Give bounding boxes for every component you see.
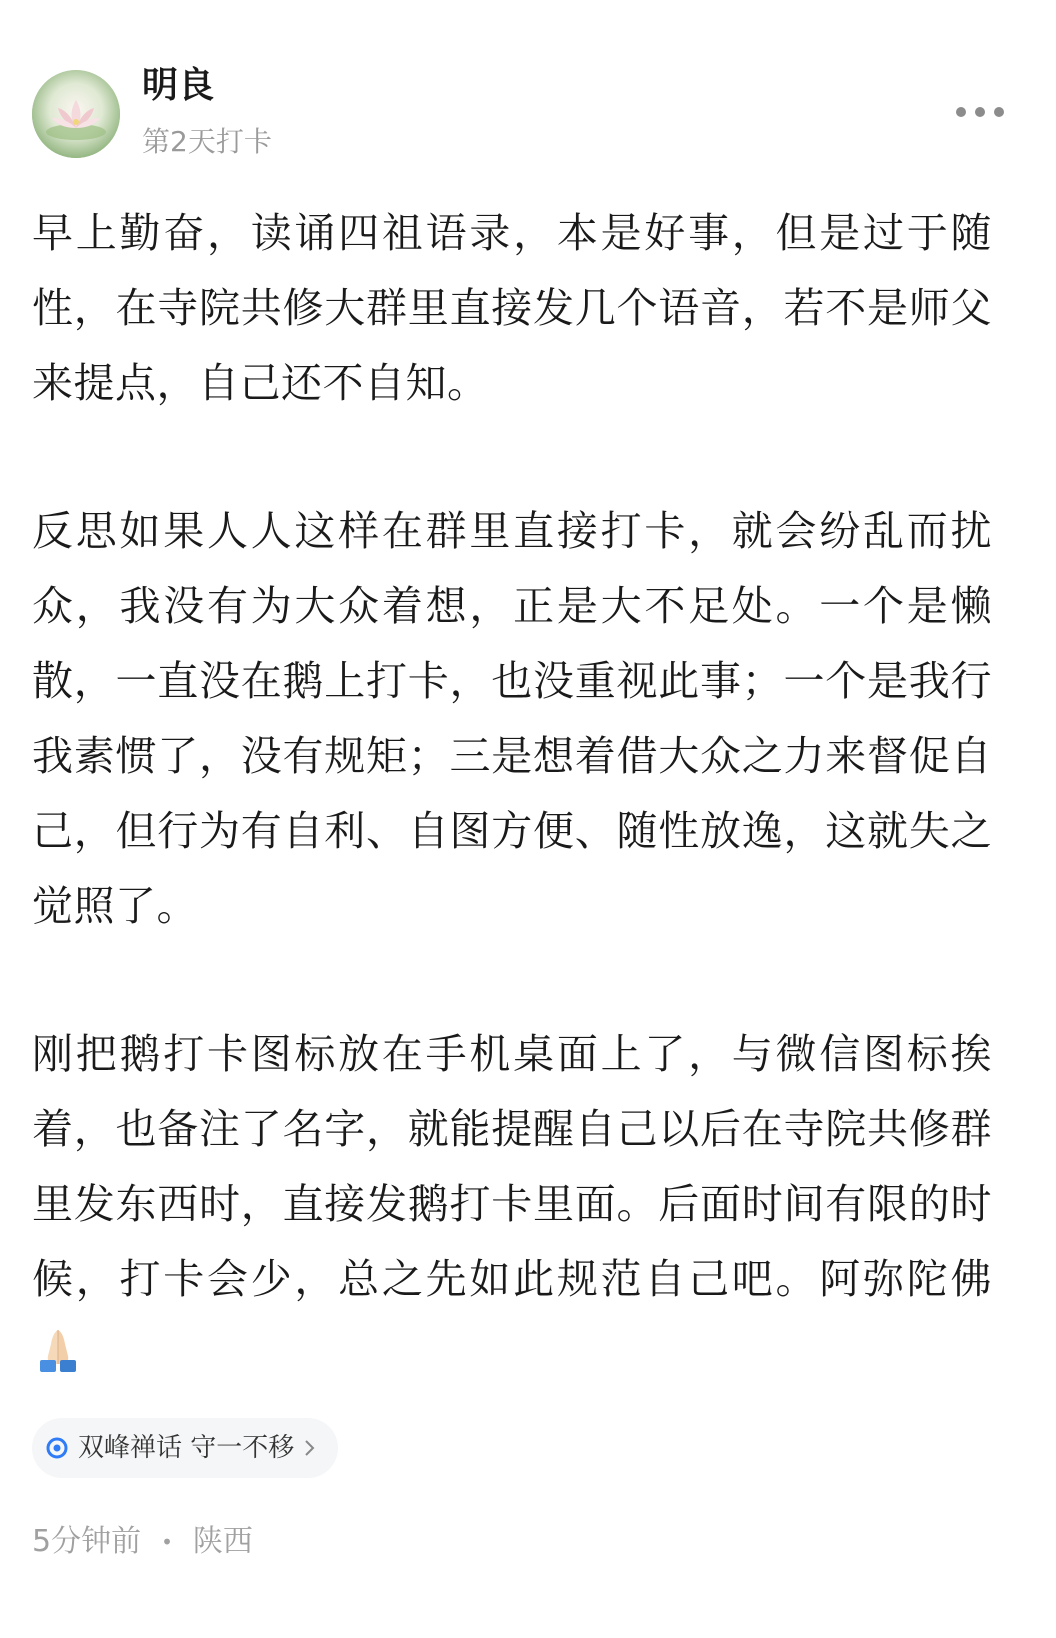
post-time: 5分钟前 — [32, 1524, 142, 1559]
topic-label: 双峰禅话 守一不移 — [78, 1433, 295, 1463]
post-paragraph: 反思如果人人这样在群里直接打卡，就会纷乱而扰众，我没有为大众着想，正是大不足处。一个是懒散，一直没在鹅上打卡，也没重视此事；一个是我行我素惯了，没有规矩；三是想着借大众之力来督促自己，但行为有自利、自图方便、随性放逸，这就失之觉照了。 — [32, 507, 992, 930]
checkin-day-label: 第2天打卡 — [142, 125, 272, 158]
topic-circle-icon — [46, 1437, 68, 1459]
more-dot-icon — [975, 107, 985, 117]
post-paragraph-last — [32, 1017, 992, 1392]
post-meta — [32, 1524, 253, 1560]
more-dot-icon — [994, 107, 1004, 117]
post-header — [32, 66, 1024, 162]
topic-tag-button[interactable] — [32, 1418, 338, 1478]
post-content — [32, 196, 992, 1392]
post-location: 陕西 — [192, 1524, 253, 1559]
lotus-avatar-icon — [32, 70, 120, 158]
pray-icon — [32, 1322, 84, 1374]
post-paragraph: 早上勤奋，读诵四祖语录，本是好事，但是过于随性，在寺院共修大群里直接发几个语音，若不是师父来提点，自己还不自知。 — [32, 209, 992, 407]
author-name[interactable]: 明良 — [142, 65, 215, 106]
avatar[interactable] — [32, 70, 120, 158]
chevron-right-icon — [304, 1438, 316, 1458]
meta-separator: • — [161, 1530, 173, 1554]
post-paragraph-text: 刚把鹅打卡图标放在手机桌面上了，与微信图标挨着，也备注了名字，就能提醒自己以后在寺院共修群里发东西时，直接发鹅打卡里面。后面时间有限的时候，打卡会少，总之先如此规范自己吧。阿弥陀佛 — [32, 1030, 992, 1303]
more-dot-icon — [956, 107, 966, 117]
more-options-button[interactable] — [956, 100, 1004, 124]
